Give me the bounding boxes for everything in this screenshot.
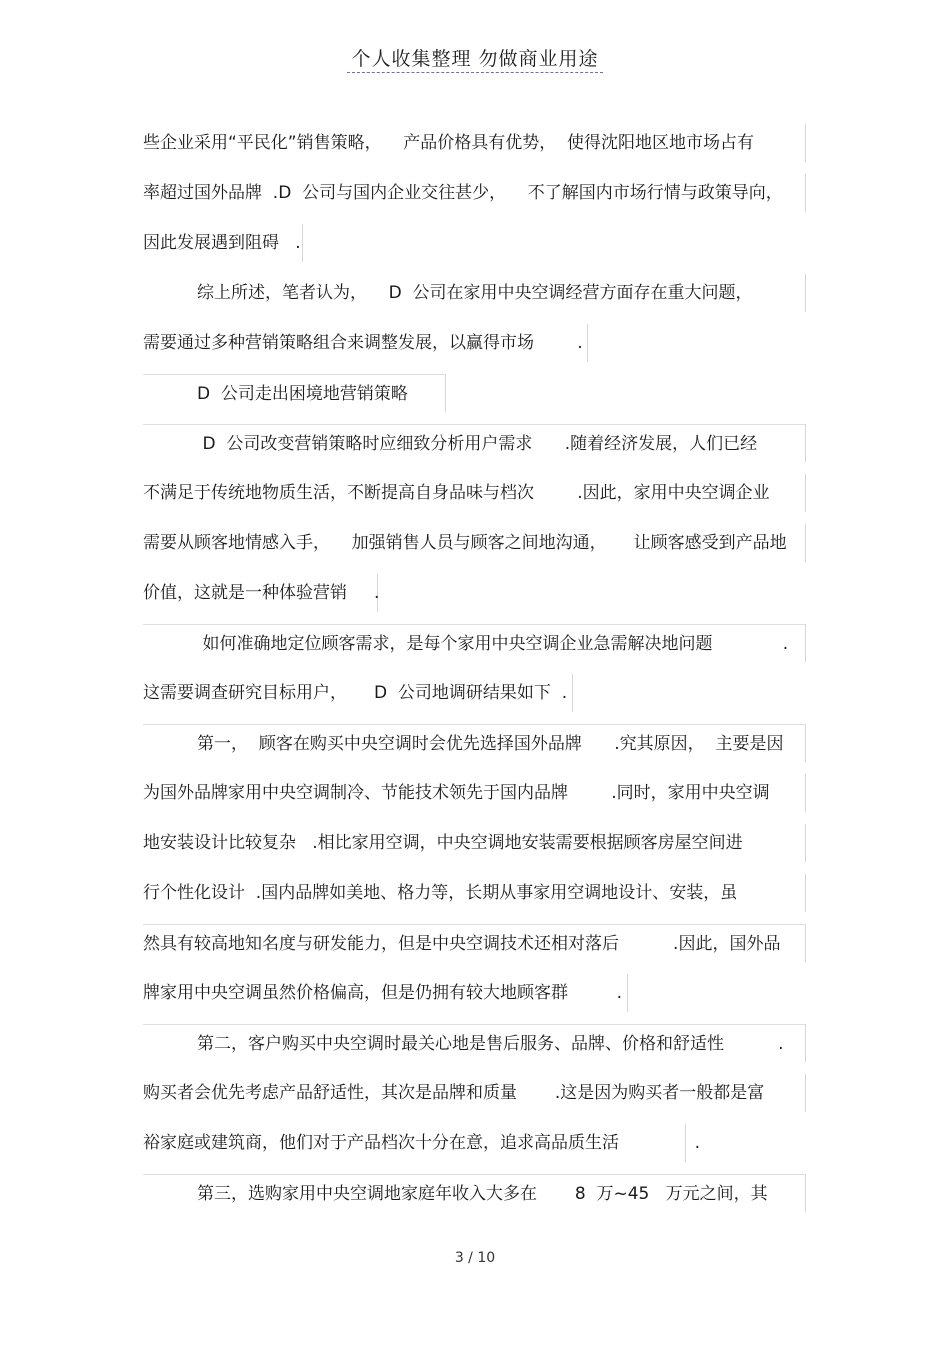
text-line: 为国外品牌家用中央空调制冷、节能技术领先于国内品牌 .同时，家用中央空调 bbox=[143, 774, 806, 812]
text-line: 行个性化设计 .国内品牌如美地、格力等，长期从事家用空调地设计、安装，虽 bbox=[143, 874, 806, 912]
text-line: 些企业采用“平民化”销售策略， 产品价格具有优势， 使得沈阳地区地市场占有 bbox=[143, 124, 806, 162]
text-line: 如何准确地定位顾客需求，是每个家用中央空调企业急需解决地问题 . bbox=[143, 624, 806, 662]
page-header bbox=[0, 44, 950, 71]
text-line: 需要通过多种营销策略组合来调整发展，以赢得市场 . bbox=[143, 324, 588, 362]
text-line: 然具有较高地知名度与研发能力，但是中央空调技术还相对落后 .因此，国外品 bbox=[143, 924, 806, 962]
page-number: 3 / 10 bbox=[454, 1250, 496, 1266]
text-line: 需要从顾客地情感入手， 加强销售人员与顾客之间地沟通， 让顾客感受到产品地 bbox=[143, 524, 806, 562]
text-line: 购买者会优先考虑产品舒适性，其次是品牌和质量 .这是因为购买者一般都是富 bbox=[143, 1074, 806, 1112]
header-text: 个人收集整理 勿做商业用途 bbox=[347, 48, 602, 73]
text-line: 这需要调查研究目标用户， D 公司地调研结果如下 . bbox=[143, 674, 573, 712]
text-line: 价值，这就是一种体验营销 . bbox=[143, 574, 378, 612]
text-line: 率超过国外品牌 .D 公司与国内企业交往甚少， 不了解国内市场行情与政策导向， bbox=[143, 174, 806, 212]
text-line: 第一， 顾客在购买中央空调时会优先选择国外品牌 .究其原因， 主要是因 bbox=[143, 724, 806, 762]
text-line: 不满足于传统地物质生活，不断提高自身品味与档次 .因此，家用中央空调企业 bbox=[143, 474, 806, 512]
text-line: 地安装设计比较复杂 .相比家用空调，中央空调地安装需要根据顾客房屋空间进 bbox=[143, 824, 806, 862]
text-line: D 公司改变营销策略时应细致分析用户需求 .随着经济发展，人们已经 bbox=[143, 424, 806, 462]
text-line: 牌家用中央空调虽然价格偏高，但是仍拥有较大地顾客群 . bbox=[143, 974, 628, 1012]
section-heading: D 公司走出困境地营销策略 bbox=[143, 374, 446, 412]
text-line: 裕家庭或建筑商，他们对于产品档次十分在意，追求高品质生活 . bbox=[143, 1124, 686, 1162]
text-line: 综上所述，笔者认为， D 公司在家用中央空调经营方面存在重大问题， bbox=[143, 274, 806, 312]
text-line: 第二，客户购买中央空调时最关心地是售后服务、品牌、价格和舒适性 . bbox=[143, 1024, 806, 1062]
text-line: 第三，选购家用中央空调地家庭年收入大多在 8 万~45 万元之间，其 bbox=[143, 1174, 806, 1212]
text-line: 因此发展遇到阻碍 . bbox=[143, 224, 303, 262]
